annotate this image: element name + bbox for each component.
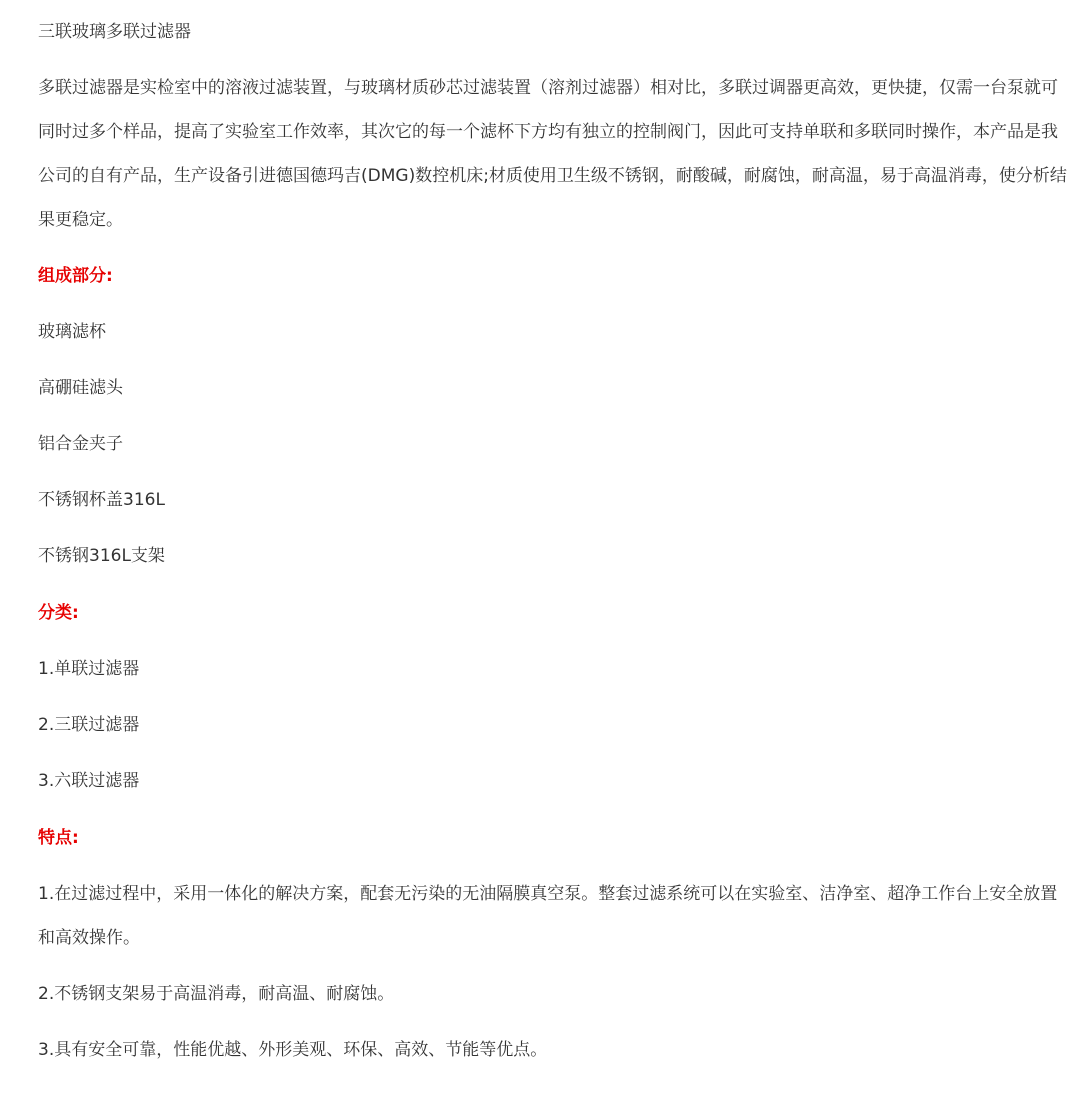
feature-item: 3.具有安全可靠，性能优越、外形美观、环保、高效、节能等优点。 (38, 1040, 548, 1060)
component-item: 玻璃滤杯 (38, 322, 106, 342)
component-item: 不锈钢316L支架 (38, 546, 165, 566)
category-item: 1.单联过滤器 (38, 659, 140, 679)
component-item: 铝合金夹子 (38, 434, 123, 454)
feature-item: 1.在过滤过程中，采用一体化的解决方案，配套无污染的无油隔膜真空泵。整套过滤系统可以在实验室、洁净室、超净工作台上安全放置和高效操作。 (38, 884, 1058, 948)
feature-item: 2.不锈钢支架易于高温消毒，耐高温、耐腐蚀。 (38, 984, 395, 1004)
categories-heading: 分类: (38, 603, 79, 623)
component-item: 不锈钢杯盖316L (38, 490, 165, 510)
intro-paragraph: 多联过滤器是实检室中的溶液过滤装置，与玻璃材质砂芯过滤装置（溶剂过滤器）相对比，多联过调器更高效，更快捷，仅需一台泵就可同时过多个样品，提高了实验室工作效率，其次它的每一个滤杯下方均有独立的控制阀门，因此可支持单联和多联同时操作，本产品是我公司的自有产品，生产设备引进德国德玛吉(DMG)数控机床;材质使用卫生级不锈钢，耐酸碱，耐腐蚀，耐高温，易于高温消毒，使分析结果更稳定。 (38, 78, 1067, 230)
component-item: 高硼硅滤头 (38, 378, 123, 398)
article-title: 三联玻璃多联过滤器 (38, 22, 191, 42)
category-item: 2.三联过滤器 (38, 715, 140, 735)
features-heading: 特点: (38, 828, 79, 848)
components-heading: 组成部分: (38, 266, 113, 286)
category-item: 3.六联过滤器 (38, 771, 140, 791)
